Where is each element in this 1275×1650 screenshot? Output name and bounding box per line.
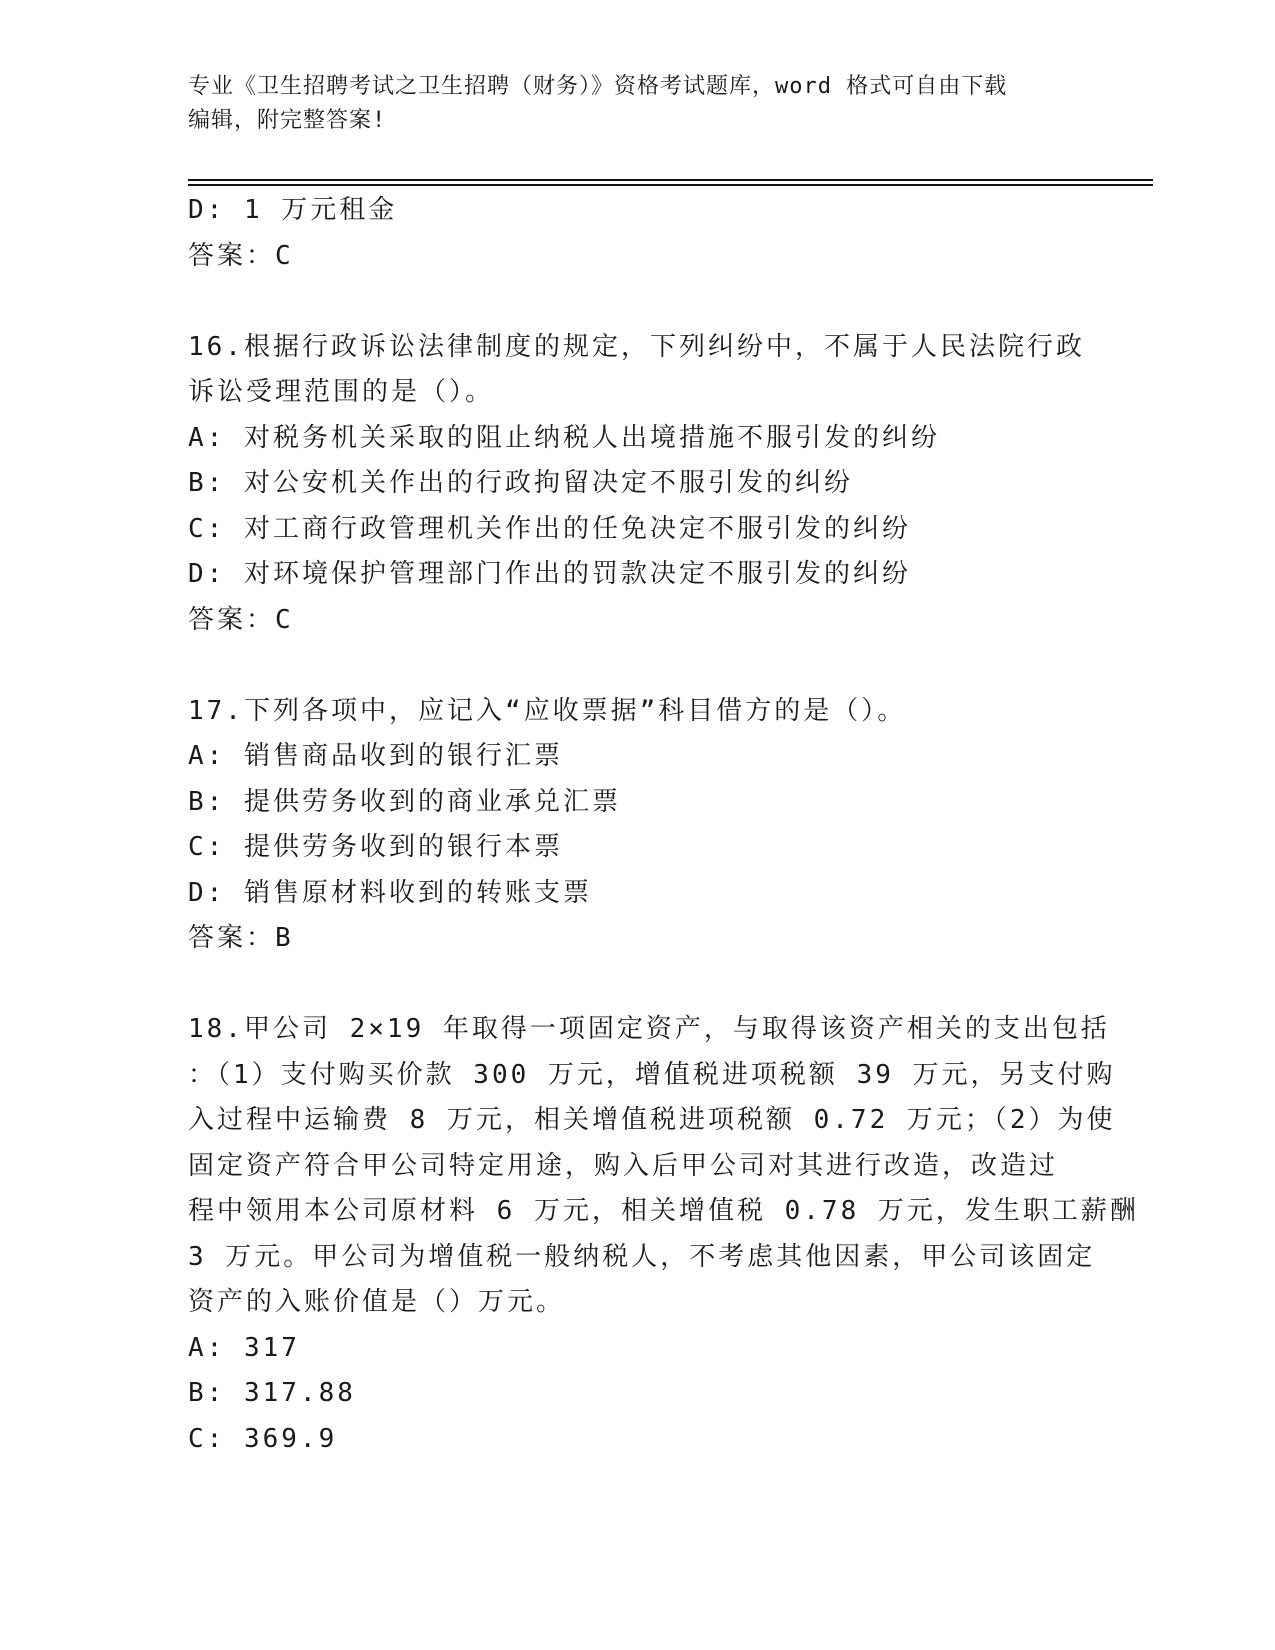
question-18 bbox=[188, 1007, 1139, 1462]
prev-answer: 答案：C bbox=[188, 240, 294, 271]
document-body bbox=[188, 188, 1139, 1462]
q17-option-c: C: 提供劳务收到的银行本票 bbox=[188, 832, 563, 862]
spacer bbox=[188, 279, 1088, 325]
q17-answer: 答案：B bbox=[188, 923, 294, 953]
spacer bbox=[188, 962, 1088, 1008]
q16-option-d: D: 对环境保护管理部门作出的罚款决定不服引发的纠纷 bbox=[188, 559, 911, 589]
q18-option-c: C: 369.9 bbox=[188, 1423, 338, 1454]
q16-option-b: B: 对公安机关作出的行政拘留决定不服引发的纠纷 bbox=[188, 468, 853, 498]
header-line-1: 专业《卫生招聘考试之卫生招聘（财务）》资格考试题库，word 格式可自由下载 bbox=[188, 74, 1008, 99]
question-16 bbox=[188, 325, 1088, 644]
header-divider-top bbox=[188, 179, 1153, 181]
spacer bbox=[188, 643, 1088, 689]
q16-option-c: C: 对工商行政管理机关作出的任免决定不服引发的纠纷 bbox=[188, 513, 911, 544]
q17-option-d: D: 销售原材料收到的转账支票 bbox=[188, 877, 592, 908]
q16-stem-line-1: 16.根据行政诉讼法律制度的规定，下列纠纷中，不属于人民法院行政 bbox=[188, 331, 1085, 362]
q17-stem-line-1: 17.下列各项中，应记入“应收票据”科目借方的是（）。 bbox=[188, 695, 907, 726]
q16-option-a: A: 对税务机关采取的阻止纳税人出境措施不服引发的纠纷 bbox=[188, 422, 940, 453]
header-divider-bottom bbox=[188, 184, 1153, 186]
q18-option-b: B: 317.88 bbox=[188, 1378, 356, 1408]
q18-stem-line-2: ：（1）支付购买价款 300 万元，增值税进项税额 39 万元，另支付购 bbox=[188, 1059, 1116, 1090]
question-17 bbox=[188, 689, 1088, 962]
q18-stem-line-4: 固定资产符合甲公司特定用途，购入后甲公司对其进行改造，改造过 bbox=[188, 1150, 1059, 1181]
q18-stem-line-3: 入过程中运输费 8 万元，相关增值税进项税额 0.72 万元；（2）为使 bbox=[188, 1105, 1116, 1135]
q18-stem-line-5: 程中领用本公司原材料 6 万元，相关增值税 0.78 万元，发生职工薪酬 bbox=[188, 1196, 1139, 1226]
q18-stem-line-6: 3 万元。甲公司为增值税一般纳税人，不考虑其他因素，甲公司该固定 bbox=[188, 1241, 1096, 1272]
q16-stem-line-2: 诉讼受理范围的是（）。 bbox=[188, 377, 495, 407]
q18-stem-line-7: 资产的入账价值是（）万元。 bbox=[188, 1287, 566, 1317]
document-header bbox=[188, 70, 1088, 138]
prev-option-d: D: 1 万元租金 bbox=[188, 195, 398, 225]
q18-option-a: A: 317 bbox=[188, 1332, 300, 1363]
q18-stem-line-1: 18.甲公司 2×19 年取得一项固定资产，与取得该资产相关的支出包括 bbox=[188, 1014, 1110, 1044]
q17-option-a: A: 销售商品收到的银行汇票 bbox=[188, 741, 563, 771]
q17-option-b: B: 提供劳务收到的商业承兑汇票 bbox=[188, 786, 621, 817]
q16-answer: 答案：C bbox=[188, 604, 294, 635]
header-line-2: 编辑，附完整答案! bbox=[188, 108, 387, 133]
